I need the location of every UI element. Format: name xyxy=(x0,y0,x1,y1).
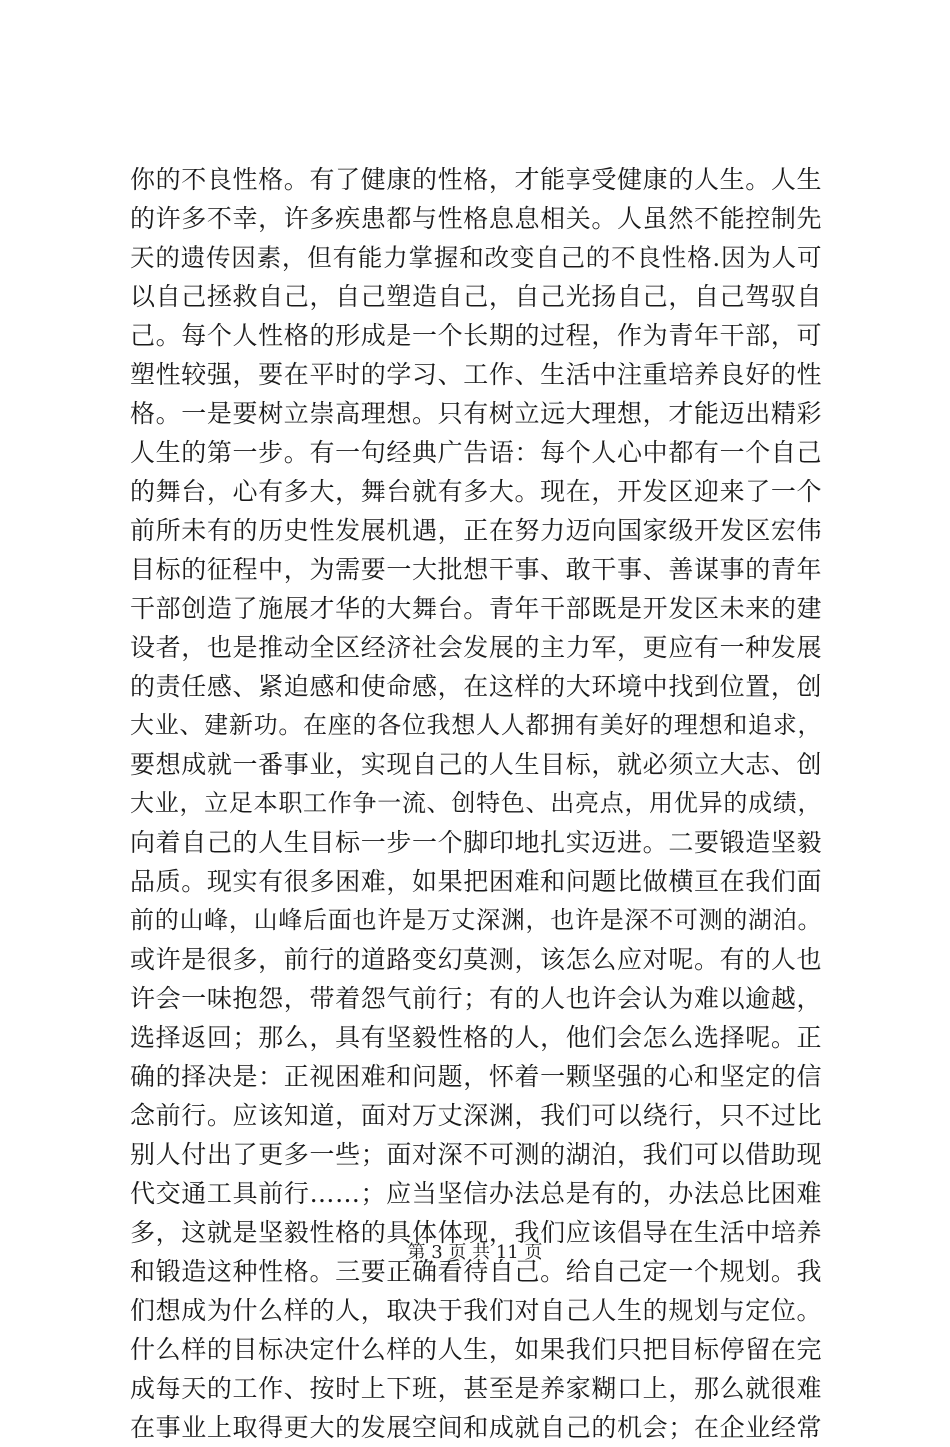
page-footer: 第 3 页 共 11 页 xyxy=(407,1242,543,1263)
text-line: 在事业上取得更大的发展空间和成就自己的机会；在企业经常 xyxy=(130,1413,822,1442)
text-line: 己。每个人性格的形成是一个长期的过程，作为青年干部，可 xyxy=(130,321,822,350)
text-line: 的舞台，心有多大，舞台就有多大。现在，开发区迎来了一个 xyxy=(130,477,822,506)
text-line: 设者，也是推动全区经济社会发展的主力军，更应有一种发展 xyxy=(130,633,822,662)
text-line: 前所未有的历史性发展机遇，正在努力迈向国家级开发区宏伟 xyxy=(130,516,822,545)
text-line: 大业、建新功。在座的各位我想人人都拥有美好的理想和追求， xyxy=(130,711,822,739)
text-line: 你的不良性格。有了健康的性格，才能享受健康的人生。人生 xyxy=(130,165,822,194)
text-line: 念前行。应该知道，面对万丈深渊，我们可以绕行，只不过比 xyxy=(130,1101,822,1130)
text-line: 格。一是要树立崇高理想。只有树立远大理想，才能迈出精彩 xyxy=(130,399,822,428)
text-line: 前的山峰，山峰后面也许是万丈深渊，也许是深不可测的湖泊。 xyxy=(130,906,822,934)
text-line: 干部创造了施展才华的大舞台。青年干部既是开发区未来的建 xyxy=(130,594,822,623)
text-line: 成每天的工作、按时上下班，甚至是养家糊口上，那么就很难 xyxy=(130,1374,822,1403)
text-line: 许会一味抱怨，带着怨气前行；有的人也许会认为难以逾越， xyxy=(130,984,822,1013)
text-line: 人生的第一步。有一句经典广告语：每个人心中都有一个自己 xyxy=(130,438,822,467)
text-line: 目标的征程中，为需要一大批想干事、敢干事、善谋事的青年 xyxy=(130,555,822,584)
text-line: 要想成就一番事业，实现自己的人生目标，就必须立大志、创 xyxy=(130,750,822,779)
text-line: 大业，立足本职工作争一流、创特色、出亮点，用优异的成绩， xyxy=(130,789,822,817)
text-line: 多，这就是坚毅性格的具体体现，我们应该倡导在生活中培养 xyxy=(130,1218,822,1247)
text-line: 的许多不幸，许多疾患都与性格息息相关。人虽然不能控制先 xyxy=(130,204,822,233)
text-line: 品质。现实有很多困难，如果把困难和问题比做横亘在我们面 xyxy=(130,867,822,896)
text-line: 确的择决是：正视困难和问题，怀着一颗坚强的心和坚定的信 xyxy=(130,1062,822,1091)
text-line: 的责任感、紧迫感和使命感，在这样的大环境中找到位置，创 xyxy=(130,672,822,701)
text-line: 别人付出了更多一些；面对深不可测的湖泊，我们可以借助现 xyxy=(130,1140,822,1169)
text-line: 或许是很多，前行的道路变幻莫测，该怎么应对呢。有的人也 xyxy=(130,945,822,974)
text-line: 们想成为什么样的人，取决于我们对自己人生的规划与定位。 xyxy=(130,1296,822,1325)
text-line: 以自己拯救自己，自己塑造自己，自己光扬自己，自己驾驭自 xyxy=(130,282,822,311)
text-line: 塑性较强，要在平时的学习、工作、生活中注重培养良好的性 xyxy=(130,360,822,389)
text-line: 向着自己的人生目标一步一个脚印地扎实迈进。二要锻造坚毅 xyxy=(130,828,822,857)
text-line: 和锻造这种性格。三要正确看待自己。给自己定一个规划。我 xyxy=(130,1257,822,1286)
text-line: 代交通工具前行……；应当坚信办法总是有的，办法总比困难 xyxy=(130,1179,822,1208)
text-line: 天的遗传因素，但有能力掌握和改变自己的不良性格.因为人可 xyxy=(130,243,822,272)
text-line: 选择返回；那么，具有坚毅性格的人，他们会怎么选择呢。正 xyxy=(130,1023,822,1052)
text-line: 什么样的目标决定什么样的人生，如果我们只把目标停留在完 xyxy=(130,1335,822,1364)
